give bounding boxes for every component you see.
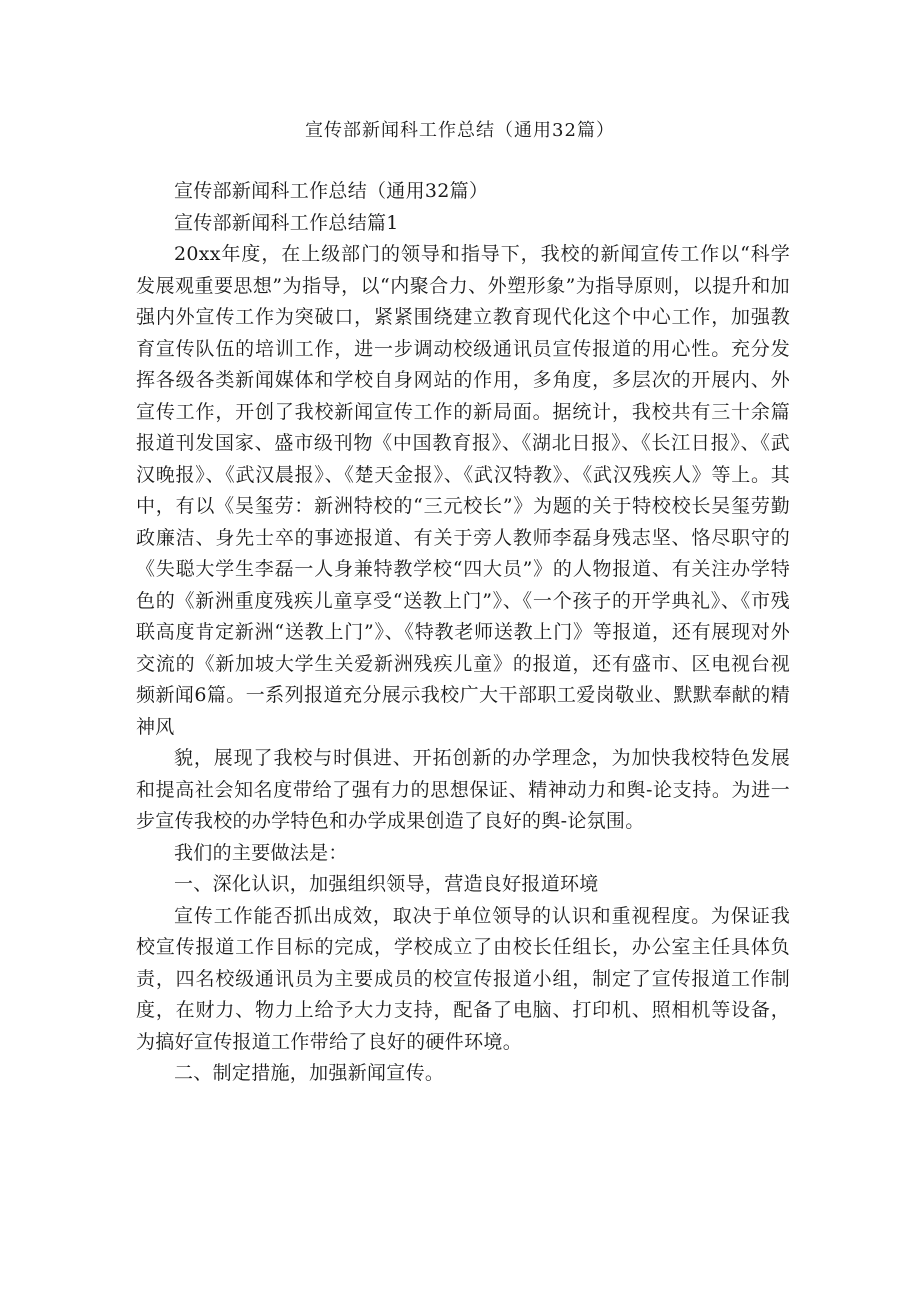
body-paragraph: 我们的主要做法是： bbox=[174, 841, 348, 864]
body-paragraph: 宣传工作能否抓出成效，取决于单位领导的认识和重视程度。为保证我校宣传报道工作目标的完成，学校成立了由校长任组长，办公室主任具体负责，四名校级通讯员为主要成员的校宣传报道小组，制定了宣传报道工作制度，在财力、物力上给予大力支持，配备了电脑、打印机、照相机等设备，为搞好宣传报道工作带给了良好的硬件环境。 bbox=[136, 904, 790, 1053]
body-paragraph: 20xx年度，在上级部门的领导和指导下，我校的新闻宣传工作以“科学发展观重要思想”为指导，以“内聚合力、外塑形象”为指导原则，以提升和加强内外宣传工作为突破口，紧紧围绕建立教育现代化这个中心工作，加强教育宣传队伍的培训工作，进一步调动校级通讯员宣传报道的用心性。充分发挥各级各类新闻媒体和学校自身网站的作用，多角度，多层次的开展内、外宣传工作，开创了我校新闻宣传工作的新局面。据统计，我校共有三十余篇报道刊发国家、盛市级刊物《中国教育报》、《湖北日报》、《长江日报》、《武汉晚报》、《武汉晨报》、《楚天金报》、《武汉特教》、《武汉残疾人》等上。其中，有以《吴玺劳：新洲特校的“三元校长”》为题的关于特校校长吴玺劳勤政廉洁、身先士卒的事迹报道、有关于旁人教师李磊身残志坚、恪尽职守的《失聪大学生李磊一人身兼特教学校“四大员”》的人物报道、有关注办学特色的《新洲重度残疾儿童享受“送教上门”》、《一个孩子的开学典礼》、《市残联高度肯定新洲“送教上门”》、《特教老师送教上门》等报道，还有展现对外交流的《新加坡大学生关爱新洲残疾儿童》的报道，还有盛市、区电视台视频新闻6篇。一系列报道充分展示我校广大干部职工爱岗敬业、默默奉献的精神风 bbox=[136, 243, 790, 738]
body-paragraph: 貌，展现了我校与时俱进、开拓创新的办学理念，为加快我校特色发展和提高社会知名度带给了强有力的思想保证、精神动力和舆-论支持。为进一步宣传我校的办学特色和办学成果创造了良好的舆-论氛围。 bbox=[136, 747, 790, 832]
document-body bbox=[136, 176, 790, 1090]
subtitle-paragraph: 宣传部新闻科工作总结（通用32篇） bbox=[174, 180, 489, 202]
document-title: 宣传部新闻科工作总结（通用32篇） bbox=[305, 120, 615, 141]
subsection-heading: 二、制定措施，加强新闻宣传。 bbox=[174, 1062, 445, 1084]
subsection-heading: 一、深化认识，加强组织领导，营造良好报道环境 bbox=[174, 873, 599, 895]
section-heading: 宣传部新闻科工作总结篇1 bbox=[174, 211, 399, 234]
